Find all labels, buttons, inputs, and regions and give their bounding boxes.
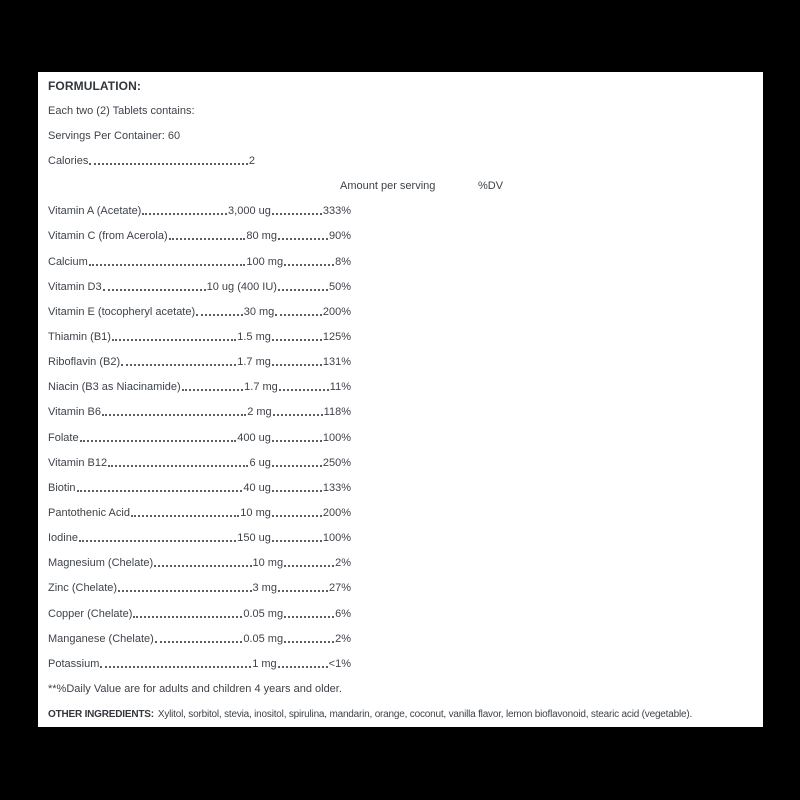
nutrient-dv: 8% — [335, 255, 351, 268]
nutrient-dv: 333% — [322, 205, 351, 218]
nutrient-dv: 100% — [322, 431, 351, 444]
amount-per-serving-column-header: Amount per serving — [340, 180, 436, 193]
nutrient-amount: 40 ug — [243, 481, 271, 494]
nutrient-amount: 80 mg — [246, 230, 277, 243]
table-header-row — [48, 174, 753, 199]
dotted-leader — [89, 163, 248, 165]
nutrient-label: Niacin (B3 as Niacinamide) — [48, 381, 181, 394]
nutrient-dv: 200% — [322, 305, 351, 318]
nutrient-label: Vitamin C (from Acerola) — [48, 230, 168, 243]
nutrient-row — [48, 475, 351, 500]
nutrient-label: Potassium — [48, 657, 100, 670]
dotted-leader — [182, 389, 243, 391]
formulation-heading: FORMULATION: — [48, 78, 141, 93]
dotted-leader — [279, 389, 329, 391]
dotted-leader — [133, 616, 242, 618]
nutrient-amount: 10 ug (400 IU) — [206, 280, 277, 293]
nutrient-row — [48, 526, 351, 551]
nutrient-row — [48, 626, 351, 651]
nutrient-label: Zinc (Chelate) — [48, 582, 118, 595]
nutrient-dv: 90% — [328, 230, 351, 243]
nutrient-row — [48, 450, 351, 475]
nutrient-row — [48, 425, 351, 450]
nutrient-label: Folate — [48, 431, 79, 444]
nutrient-row — [48, 274, 351, 299]
nutrient-dv: 250% — [322, 456, 351, 469]
nutrient-amount: 3,000 ug — [228, 205, 271, 218]
nutrient-amount: 1.5 mg — [237, 330, 271, 343]
dotted-leader — [278, 289, 328, 291]
nutrient-label: Vitamin A (Acetate) — [48, 205, 142, 218]
nutrient-row — [48, 375, 351, 400]
nutrient-row — [48, 601, 351, 626]
nutrient-dv: 200% — [322, 506, 351, 519]
nutrient-dv: 2% — [335, 632, 351, 645]
servings-per-container-line: Servings Per Container: 60 — [48, 129, 181, 142]
nutrient-dv: 2% — [335, 557, 351, 570]
nutrient-label: Riboflavin (B2) — [48, 356, 121, 369]
nutrient-table — [48, 199, 753, 677]
nutrient-amount: 10 mg — [252, 557, 284, 570]
dotted-leader — [80, 440, 237, 442]
dotted-leader — [102, 414, 246, 416]
nutrient-dv: 118% — [323, 406, 351, 419]
dotted-leader — [100, 666, 251, 668]
nutrient-amount: 30 mg — [243, 305, 275, 318]
dotted-leader — [272, 540, 322, 542]
nutrient-dv: 133% — [322, 481, 351, 494]
nutrient-dv: 131% — [322, 356, 351, 369]
nutrient-label: Vitamin B6 — [48, 406, 101, 419]
nutrient-row — [48, 199, 351, 224]
dotted-leader — [278, 590, 328, 592]
nutrient-label: Vitamin B12 — [48, 456, 108, 469]
dotted-leader — [169, 238, 246, 240]
nutrient-row — [48, 350, 351, 375]
dotted-leader — [278, 238, 328, 240]
nutrient-amount: 10 mg — [240, 506, 271, 519]
nutrient-amount: 0.05 mg — [243, 607, 284, 620]
nutrient-label: Manganese (Chelate) — [48, 632, 154, 645]
nutrient-dv: 100% — [322, 532, 351, 545]
calories-value: 2 — [248, 154, 255, 167]
nutrient-row — [48, 500, 351, 525]
nutrient-dv: 50% — [328, 280, 351, 293]
nutrient-label: Biotin — [48, 481, 76, 494]
nutrient-amount: 1.7 mg — [237, 356, 271, 369]
nutrient-dv: 125% — [322, 330, 351, 343]
calories-label: Calories — [48, 154, 89, 167]
dotted-leader — [284, 565, 334, 567]
dotted-leader — [284, 264, 334, 266]
calories-line — [48, 148, 255, 173]
formulation-panel — [38, 72, 763, 727]
nutrient-label: Calcium — [48, 255, 88, 268]
dotted-leader — [108, 465, 248, 467]
dotted-leader — [275, 314, 322, 316]
nutrient-row — [48, 324, 351, 349]
nutrient-row — [48, 224, 351, 249]
other-ingredients-line — [48, 702, 753, 727]
nutrient-dv: 27% — [328, 582, 351, 595]
dotted-leader — [272, 440, 322, 442]
dotted-leader — [131, 515, 239, 517]
dotted-leader — [89, 264, 246, 266]
nutrient-row — [48, 551, 351, 576]
nutrient-label: Pantothenic Acid — [48, 506, 130, 519]
nutrient-amount: 100 mg — [246, 255, 284, 268]
dotted-leader — [272, 490, 322, 492]
dotted-leader — [154, 565, 251, 567]
dotted-leader — [103, 289, 206, 291]
nutrient-dv: <1% — [328, 657, 351, 670]
nutrient-label: Vitamin E (tocopheryl acetate) — [48, 305, 196, 318]
nutrient-label: Magnesium (Chelate) — [48, 557, 154, 570]
nutrient-row — [48, 651, 351, 676]
nutrient-dv: 6% — [335, 607, 351, 620]
dotted-leader — [284, 641, 334, 643]
dv-column-header: %DV — [478, 180, 504, 193]
dotted-leader — [121, 364, 236, 366]
dotted-leader — [278, 666, 328, 668]
nutrient-amount: 0.05 mg — [243, 632, 284, 645]
other-ingredients-text: Xylitol, sorbitol, stevia, inositol, spirulina, mandarin, orange, coconut, vanilla flavor, lemon bioflavonoid, stearic acid (vegetable). — [157, 708, 693, 720]
dotted-leader — [118, 590, 251, 592]
dotted-leader — [272, 465, 322, 467]
nutrient-label: Vitamin D3 — [48, 280, 102, 293]
nutrient-row — [48, 249, 351, 274]
dotted-leader — [77, 490, 243, 492]
nutrient-label: Copper (Chelate) — [48, 607, 133, 620]
daily-value-note: **%Daily Value are for adults and children 4 years and older. — [48, 682, 342, 695]
nutrient-label: Thiamin (B1) — [48, 330, 111, 343]
nutrient-label: Iodine — [48, 532, 78, 545]
nutrient-row — [48, 576, 351, 601]
nutrient-amount: 400 ug — [237, 431, 271, 444]
tablets-contains-line: Each two (2) Tablets contains: — [48, 104, 195, 117]
dotted-leader — [112, 339, 236, 341]
nutrient-row — [48, 299, 351, 324]
dotted-leader — [142, 213, 227, 215]
nutrient-amount: 1 mg — [252, 657, 277, 670]
other-ingredients-label: OTHER INGREDIENTS: — [48, 708, 154, 720]
nutrient-row — [48, 400, 351, 425]
nutrient-amount: 3 mg — [252, 582, 277, 595]
dotted-leader — [272, 364, 322, 366]
nutrient-amount: 150 ug — [237, 532, 271, 545]
dotted-leader — [79, 540, 236, 542]
dotted-leader — [155, 641, 243, 643]
nutrient-dv: 11% — [329, 381, 351, 394]
nutrient-amount: 1.7 mg — [244, 381, 278, 394]
dotted-leader — [272, 213, 322, 215]
nutrient-amount: 2 mg — [247, 406, 272, 419]
dotted-leader — [284, 616, 334, 618]
dotted-leader — [196, 314, 243, 316]
dotted-leader — [272, 515, 322, 517]
dotted-leader — [272, 339, 322, 341]
dotted-leader — [273, 414, 323, 416]
nutrient-amount: 6 ug — [249, 456, 271, 469]
